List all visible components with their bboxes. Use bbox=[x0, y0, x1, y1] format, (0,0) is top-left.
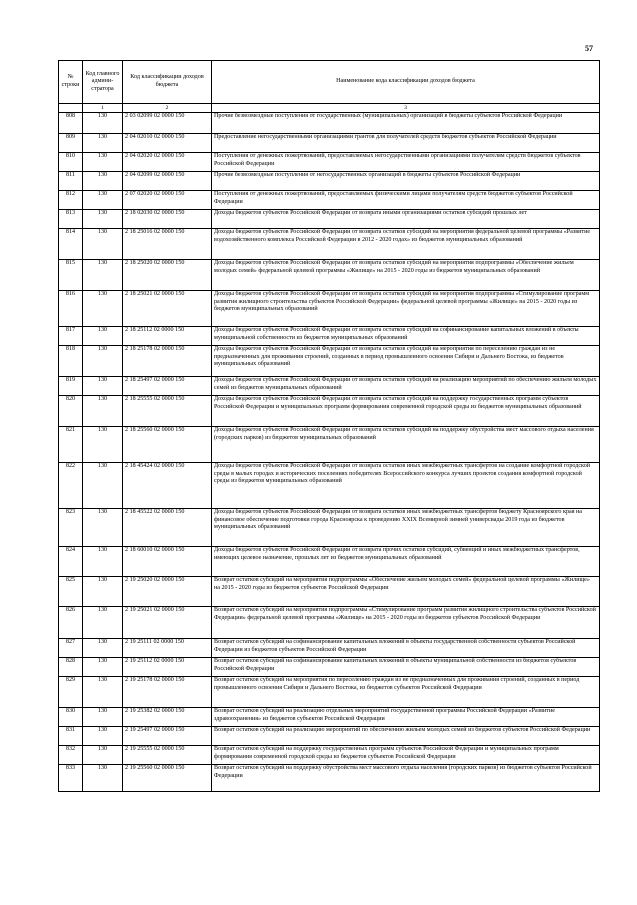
table-row bbox=[59, 463, 600, 509]
code-name-cell: Доходы бюджетов субъектов Российской Федерации от возврата остатков субсидий на мероприятия по переселению граждан из не предназначенных для проживания строений, созданных в период промышленного освоения Сибири и Дальнего Востока, из бюджетов муниципальных образований bbox=[212, 346, 600, 377]
classification-code-cell: 2 18 02030 02 0000 150 bbox=[123, 210, 212, 229]
row-number-cell: 823 bbox=[59, 509, 83, 547]
code-name-cell: Доходы бюджетов субъектов Российской Федерации от возврата остатков субсидий на мероприятия подпрограммы «Стимулирование программ развития жилищного строительства субъектов Российской Федерации» федеральной целевой программы «Жилище» на 2015 - 2020 годы из бюджетов муниципальных образований bbox=[212, 291, 600, 327]
classification-code-cell: 2 04 02010 02 0000 150 bbox=[123, 134, 212, 153]
code-name-cell: Доходы бюджетов субъектов Российской Федерации от возврата остатков субсидий на мероприятия подпрограммы «Обеспечение жильем молодых семей» федеральной целевой программы «Жилище» на 2015 - 2020 годы из бюджетов муниципальных образований bbox=[212, 260, 600, 291]
row-number-cell: 815 bbox=[59, 260, 83, 291]
header-row-number: № строки bbox=[59, 61, 83, 104]
classification-code-cell: 2 18 25021 02 0000 150 bbox=[123, 291, 212, 327]
row-number-cell: 822 bbox=[59, 463, 83, 509]
admin-code-cell: 130 bbox=[83, 577, 123, 607]
table-row bbox=[59, 746, 600, 765]
row-number-cell: 817 bbox=[59, 327, 83, 346]
table-row bbox=[59, 677, 600, 708]
classification-code-cell: 2 19 25560 02 0000 150 bbox=[123, 765, 212, 792]
admin-code-cell: 130 bbox=[83, 191, 123, 210]
table-row bbox=[59, 346, 600, 377]
table-row bbox=[59, 427, 600, 463]
row-number-cell: 814 bbox=[59, 229, 83, 260]
row-number-cell: 824 bbox=[59, 547, 83, 577]
classification-code-cell: 2 07 02020 02 0000 150 bbox=[123, 191, 212, 210]
row-number-cell: 827 bbox=[59, 639, 83, 658]
classification-code-cell: 2 19 25382 02 0000 150 bbox=[123, 708, 212, 727]
admin-code-cell: 130 bbox=[83, 708, 123, 727]
table-row bbox=[59, 509, 600, 547]
admin-code-cell: 130 bbox=[83, 463, 123, 509]
admin-code-cell: 130 bbox=[83, 229, 123, 260]
row-number-cell: 825 bbox=[59, 577, 83, 607]
table-row bbox=[59, 639, 600, 658]
code-name-cell: Возврат остатков субсидий на поддержку государственных программ субъектов Российской Федерации и муниципальных программ формирования современной городской среды из бюджетов субъектов Российской Федерации bbox=[212, 746, 600, 765]
row-number-cell: 811 bbox=[59, 172, 83, 191]
header-classification-code: Код классификации доходов бюджета bbox=[123, 61, 212, 104]
table-row bbox=[59, 291, 600, 327]
classification-code-cell: 2 19 25021 02 0000 150 bbox=[123, 607, 212, 639]
code-name-cell: Возврат остатков субсидий на мероприятия подпрограммы «Стимулирование программ развития жилищного строительства субъектов Российской Федерации» федеральной целевой программы «Жилище» на 2015 - 2020 годы из бюджетов субъектов Российской Федерации bbox=[212, 607, 600, 639]
table-row bbox=[59, 260, 600, 291]
code-name-cell: Поступления от денежных пожертвований, предоставляемых физическими лицами получателям средств бюджетов субъектов Российской Федерации bbox=[212, 191, 600, 210]
admin-code-cell: 130 bbox=[83, 210, 123, 229]
admin-code-cell: 130 bbox=[83, 639, 123, 658]
table-row bbox=[59, 577, 600, 607]
row-number-cell: 829 bbox=[59, 677, 83, 708]
admin-code-cell: 130 bbox=[83, 172, 123, 191]
admin-code-cell: 130 bbox=[83, 607, 123, 639]
admin-code-cell: 130 bbox=[83, 327, 123, 346]
classification-code-cell: 2 18 45522 02 0000 150 bbox=[123, 509, 212, 547]
column-number: 2 bbox=[123, 104, 212, 113]
admin-code-cell: 130 bbox=[83, 547, 123, 577]
classification-code-cell: 2 19 25111 02 0000 150 bbox=[123, 639, 212, 658]
admin-code-cell: 130 bbox=[83, 746, 123, 765]
code-name-cell: Возврат остатков субсидий на мероприятия подпрограммы «Обеспечение жильем молодых семей» федеральной целевой программы «Жилище» на 2015 - 2020 годы из бюджетов субъектов Российской Федерации bbox=[212, 577, 600, 607]
row-number-cell: 830 bbox=[59, 708, 83, 727]
header-admin-code: Код главного админи- стратора bbox=[83, 61, 123, 104]
row-number-cell: 808 bbox=[59, 113, 83, 134]
classification-code-cell: 2 19 25020 02 0000 150 bbox=[123, 577, 212, 607]
table-row bbox=[59, 708, 600, 727]
admin-code-cell: 130 bbox=[83, 260, 123, 291]
classification-code-cell: 2 19 25555 02 0000 150 bbox=[123, 746, 212, 765]
admin-code-cell: 130 bbox=[83, 291, 123, 327]
classification-code-cell: 2 18 60010 02 0000 150 bbox=[123, 547, 212, 577]
classification-code-cell: 2 19 25497 02 0000 150 bbox=[123, 727, 212, 746]
table-row bbox=[59, 765, 600, 792]
code-name-cell: Возврат остатков субсидий на софинансирование капитальных вложений в объекты муниципальной собственности из бюджетов субъектов Российской Федерации bbox=[212, 658, 600, 677]
row-number-cell: 831 bbox=[59, 727, 83, 746]
row-number-cell: 812 bbox=[59, 191, 83, 210]
row-number-cell: 828 bbox=[59, 658, 83, 677]
table-row bbox=[59, 210, 600, 229]
row-number-cell: 821 bbox=[59, 427, 83, 463]
table-row bbox=[59, 153, 600, 172]
admin-code-cell: 130 bbox=[83, 113, 123, 134]
code-name-cell: Возврат остатков субсидий на мероприятия по переселению граждан из не предназначенных для проживания строений, созданных в период промышленного освоения Сибири и Дальнего Востока, из бюджетов субъектов Российской Федерации bbox=[212, 677, 600, 708]
code-name-cell: Доходы бюджетов субъектов Российской Федерации от возврата иными организациями остатков субсидий прошлых лет bbox=[212, 210, 600, 229]
classification-code-cell: 2 18 25560 02 0000 150 bbox=[123, 427, 212, 463]
row-number-cell: 818 bbox=[59, 346, 83, 377]
page-number: 57 bbox=[585, 44, 593, 53]
classification-code-cell: 2 19 25112 02 0000 150 bbox=[123, 658, 212, 677]
row-number-cell: 833 bbox=[59, 765, 83, 792]
classification-code-cell: 2 18 25178 02 0000 150 bbox=[123, 346, 212, 377]
classification-code-cell: 2 03 02099 02 0000 150 bbox=[123, 113, 212, 134]
code-name-cell: Возврат остатков субсидий на софинансирование капитальных вложений в объекты государственной собственности субъектов Российской Федерации из бюджетов субъектов Российской Федерации bbox=[212, 639, 600, 658]
classification-code-cell: 2 18 25020 02 0000 150 bbox=[123, 260, 212, 291]
column-number-row bbox=[59, 104, 600, 113]
column-number: 3 bbox=[212, 104, 600, 113]
table-row bbox=[59, 658, 600, 677]
code-name-cell: Доходы бюджетов субъектов Российской Федерации от возврата остатков субсидий на реализацию мероприятий по обеспечению жильем молодых семей из бюджетов муниципальных образований bbox=[212, 377, 600, 396]
table-row bbox=[59, 191, 600, 210]
table-row bbox=[59, 377, 600, 396]
admin-code-cell: 130 bbox=[83, 658, 123, 677]
classification-code-cell: 2 19 25178 02 0000 150 bbox=[123, 677, 212, 708]
admin-code-cell: 130 bbox=[83, 677, 123, 708]
row-number-cell: 809 bbox=[59, 134, 83, 153]
admin-code-cell: 130 bbox=[83, 346, 123, 377]
table-row bbox=[59, 396, 600, 427]
admin-code-cell: 130 bbox=[83, 134, 123, 153]
admin-code-cell: 130 bbox=[83, 396, 123, 427]
code-name-cell: Доходы бюджетов субъектов Российской Федерации от возврата остатков субсидий на поддержку обустройства мест массового отдыха населения (городских парков) из бюджетов муниципальных образований bbox=[212, 427, 600, 463]
table-row bbox=[59, 229, 600, 260]
row-number-cell: 816 bbox=[59, 291, 83, 327]
code-name-cell: Возврат остатков субсидий на реализацию мероприятий по обеспечению жильем молодых семей из бюджетов субъектов Российской Федерации bbox=[212, 727, 600, 746]
admin-code-cell: 130 bbox=[83, 727, 123, 746]
classification-code-cell: 2 18 25016 02 0000 150 bbox=[123, 229, 212, 260]
code-name-cell: Доходы бюджетов субъектов Российской Федерации от возврата остатков субсидий на поддержку государственных программ субъектов Российской Федерации и муниципальных программ формирования современной городской среды из бюджетов муниципальных образований bbox=[212, 396, 600, 427]
table-row bbox=[59, 172, 600, 191]
admin-code-cell: 130 bbox=[83, 765, 123, 792]
code-name-cell: Возврат остатков субсидий на поддержку обустройства мест массового отдыха населения (городских парков) из бюджетов субъектов Российской Федерации bbox=[212, 765, 600, 792]
row-number-cell: 813 bbox=[59, 210, 83, 229]
code-name-cell: Доходы бюджетов субъектов Российской Федерации от возврата прочих остатков субсидий, субвенций и иных межбюджетных трансфертов, имеющих целевое назначение, прошлых лет из бюджетов муниципальных образований bbox=[212, 547, 600, 577]
admin-code-cell: 130 bbox=[83, 377, 123, 396]
code-name-cell: Доходы бюджетов субъектов Российской Федерации от возврата остатков иных межбюджетных трансфертов бюджету Красноярского края на финансовое обеспечение подготовки города Красноярска к проведению XXIX Всемирной зимней универсиады 2019 года из бюджетов муниципальных образований bbox=[212, 509, 600, 547]
table-row bbox=[59, 547, 600, 577]
row-number-cell: 820 bbox=[59, 396, 83, 427]
header-code-name: Наименование кода классификации доходов бюджета bbox=[212, 61, 600, 104]
code-name-cell: Доходы бюджетов субъектов Российской Федерации от возврата остатков субсидий на софинансирование капитальных вложений в объекты муниципальной собственности из бюджетов муниципальных образований bbox=[212, 327, 600, 346]
code-name-cell: Прочие безвозмездные поступления от государственных (муниципальных) организаций в бюджеты субъектов Российской Федерации bbox=[212, 113, 600, 134]
table-row bbox=[59, 113, 600, 134]
code-name-cell: Возврат остатков субсидий на реализацию отдельных мероприятий государственной программы Российской Федерации «Развитие здравоохранения» из бюджетов субъектов Российской Федерации bbox=[212, 708, 600, 727]
table-row bbox=[59, 327, 600, 346]
table-body bbox=[59, 113, 600, 792]
admin-code-cell: 130 bbox=[83, 427, 123, 463]
code-name-cell: Поступления от денежных пожертвований, предоставляемых негосударственными организациями получателям средств бюджетов субъектов Российской Федерации bbox=[212, 153, 600, 172]
table-row bbox=[59, 607, 600, 639]
classification-code-cell: 2 18 25112 02 0000 150 bbox=[123, 327, 212, 346]
code-name-cell: Предоставление негосударственными организациями грантов для получателей средств бюджетов субъектов Российской Федерации bbox=[212, 134, 600, 153]
table-row bbox=[59, 727, 600, 746]
row-number-cell: 832 bbox=[59, 746, 83, 765]
classification-code-cell: 2 18 25497 02 0000 150 bbox=[123, 377, 212, 396]
classification-code-cell: 2 04 02099 02 0000 150 bbox=[123, 172, 212, 191]
column-number: 1 bbox=[83, 104, 123, 113]
code-name-cell: Доходы бюджетов субъектов Российской Федерации от возврата остатков иных межбюджетных трансфертов на создание комфортной городской среды в малых городах и исторических поселениях победителях Всероссийского конкурса лучших проектов создания комфортной городской среды из бюджетов муниципальных образований bbox=[212, 463, 600, 509]
table-header-row bbox=[59, 61, 600, 104]
column-number bbox=[59, 104, 83, 113]
code-name-cell: Доходы бюджетов субъектов Российской Федерации от возврата остатков субсидий на мероприятия федеральной целевой программы «Развитие водохозяйственного комплекса Российской Федерации в 2012 - 2020 годах» из бюджетов муниципальных образований bbox=[212, 229, 600, 260]
classification-code-cell: 2 18 45424 02 0000 150 bbox=[123, 463, 212, 509]
classification-code-cell: 2 04 02020 02 0000 150 bbox=[123, 153, 212, 172]
row-number-cell: 810 bbox=[59, 153, 83, 172]
admin-code-cell: 130 bbox=[83, 509, 123, 547]
code-name-cell: Прочие безвозмездные поступления от негосударственных организаций в бюджеты субъектов Российской Федерации bbox=[212, 172, 600, 191]
classification-code-cell: 2 18 25555 02 0000 150 bbox=[123, 396, 212, 427]
admin-code-cell: 130 bbox=[83, 153, 123, 172]
table-row bbox=[59, 134, 600, 153]
row-number-cell: 819 bbox=[59, 377, 83, 396]
row-number-cell: 826 bbox=[59, 607, 83, 639]
budget-classification-table bbox=[58, 60, 600, 792]
